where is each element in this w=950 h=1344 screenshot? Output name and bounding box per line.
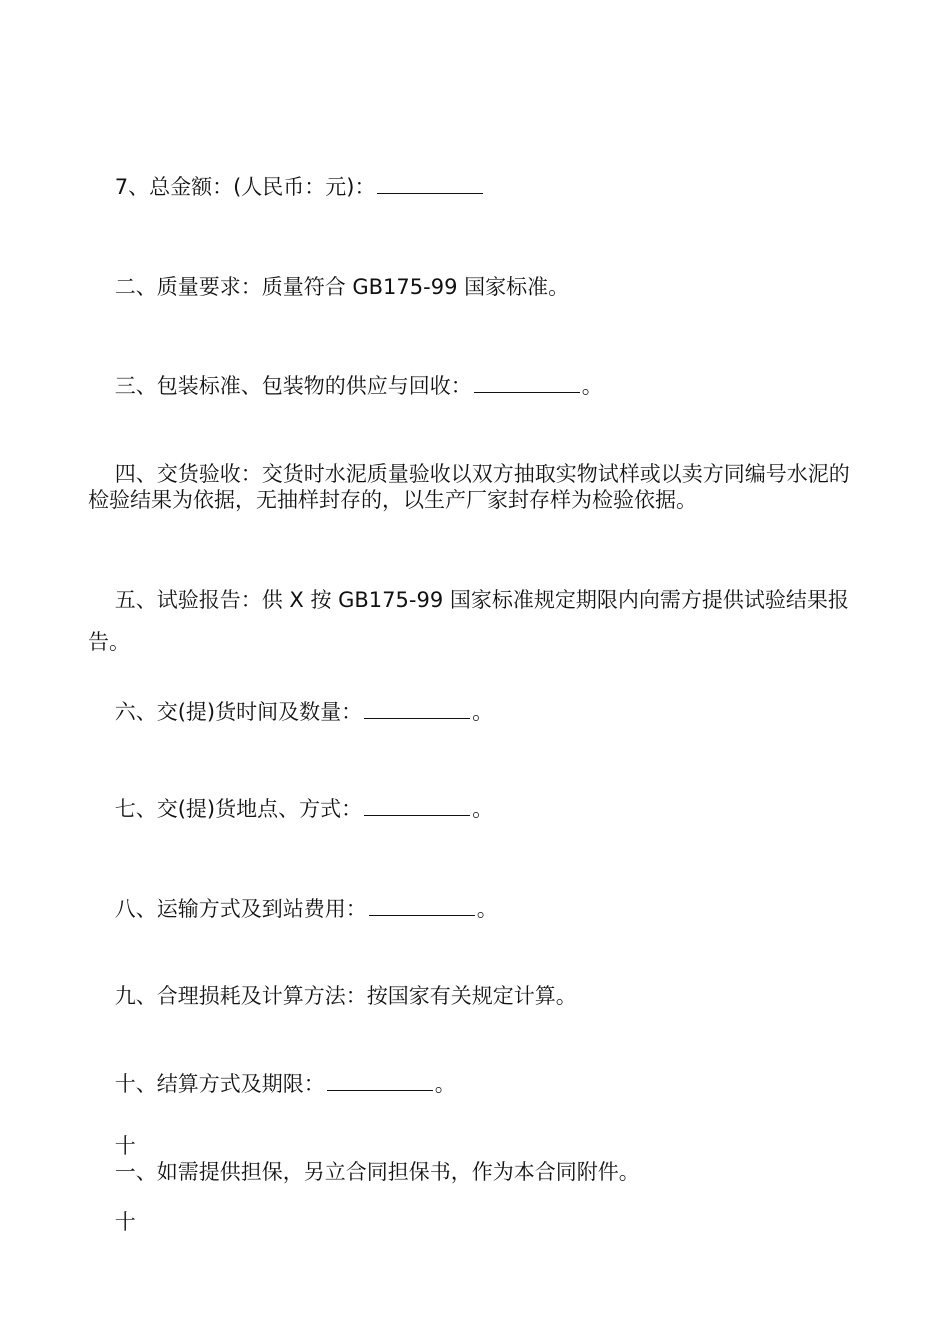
clause-delivery-place bbox=[88, 770, 868, 848]
clause-text: 七、交(提)货地点、方式： bbox=[114, 797, 363, 821]
clause-end: 。 bbox=[472, 797, 494, 821]
clause-text: 三、包装标准、包装物的供应与回收： bbox=[114, 374, 472, 398]
clause-end: 。 bbox=[472, 700, 494, 724]
clause-text: 十 bbox=[114, 1210, 136, 1234]
clause-quality bbox=[88, 248, 868, 326]
clause-delivery-time bbox=[88, 673, 868, 751]
fill-blank bbox=[327, 1071, 433, 1091]
clause-text: 八、运输方式及到站费用： bbox=[114, 897, 367, 921]
clause-end: 。 bbox=[581, 374, 603, 398]
clause-end: 。 bbox=[476, 897, 498, 921]
clause-text: 九、合理损耗及计算方法：按国家有关规定计算。 bbox=[114, 984, 577, 1008]
clause-end: 。 bbox=[434, 1072, 456, 1096]
clause-twelve-number bbox=[88, 1183, 868, 1261]
clause-total-amount bbox=[88, 148, 868, 226]
clause-text: 二、质量要求：质量符合 GB175-99 国家标准。 bbox=[114, 275, 570, 299]
clause-text: 7、总金额：(人民币：元)： bbox=[114, 175, 376, 199]
fill-blank bbox=[377, 174, 483, 194]
fill-blank bbox=[364, 699, 470, 719]
clause-text: 五、试验报告：供 X 按 GB175-99 国家标准规定期限内向需方提供试验结果报告。 bbox=[88, 588, 849, 654]
clause-transport bbox=[88, 870, 868, 948]
clause-text: 四、交货验收：交货时水泥质量验收以双方抽取实物试样或以卖方同编号水泥的检验结果为依据，无抽样封存的，以生产厂家封存样为检验依据。 bbox=[88, 462, 850, 512]
clause-text: 一、如需提供担保，另立合同担保书，作为本合同附件。 bbox=[114, 1160, 640, 1184]
clause-loss bbox=[88, 957, 868, 1035]
fill-blank bbox=[369, 896, 475, 916]
clause-text: 十 bbox=[114, 1134, 136, 1158]
clause-acceptance bbox=[88, 435, 868, 539]
clause-text: 十、结算方式及期限： bbox=[114, 1072, 325, 1096]
clause-packaging bbox=[88, 347, 868, 425]
clause-text: 六、交(提)货时间及数量： bbox=[114, 700, 363, 724]
fill-blank bbox=[364, 796, 470, 816]
fill-blank bbox=[474, 373, 580, 393]
